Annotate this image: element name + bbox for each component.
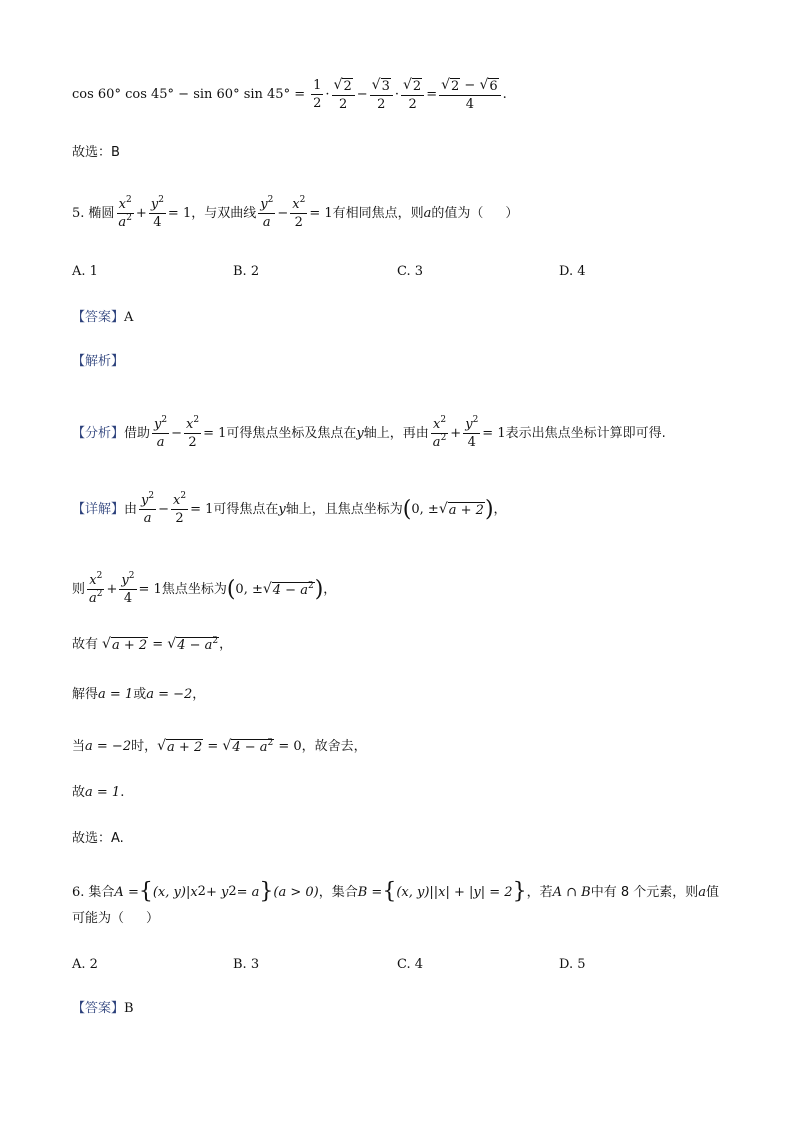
- q5-option-b: B. 2: [233, 264, 260, 279]
- q5-answer: 【答案】 A: [72, 310, 134, 325]
- q6-answer: 【答案】 B: [72, 1001, 134, 1016]
- q5-option-c: C. 3: [397, 264, 424, 279]
- q5-fenxi: 【分析】 借助 $\frac{y^2}{a}$ − $\frac{x^2}{2}$ = 1 可得焦点坐标及焦点在 y 轴上，再由 $\frac{x^2}{a^2}$ + $\frac{y^2}{4}$ = 1 表示出焦点坐标计算即可得.: [72, 415, 666, 450]
- question-6: 6. 集合 A = { (x, y) | x 2 + y 2 = a } (a > 0) ，集合 B = { (x, y) | |x| + |y| = 2 } ，若 A ∩ B 中有 8 个元素，则 a 值: [72, 879, 720, 904]
- q5-line-4: 解得 a = 1 或 a = −2 ，: [72, 687, 206, 702]
- trig-expression: cos 60° cos 45° − sin 60° sin 45° =: [72, 87, 306, 102]
- q5-option-a: A. 1: [72, 264, 98, 279]
- q6-option-b: B. 3: [233, 957, 260, 972]
- solution-line-trig: cos 60° cos 45° − sin 60° sin 45° = $\frac{1}{2}$ · √ 2 2 − √ 3 2 · √ 2 2 = √ 2 − √ 6 4 .: [72, 77, 507, 112]
- q5-line-3: 故有 √ a + 2 = √ $4 - a^2$ ，: [72, 636, 233, 653]
- q5-xiangjie: 【详解】 由 $\frac{y^2}{a}$ − $\frac{x^2}{2}$ = 1 可得焦点在 y 轴上，且焦点坐标为 ( 0, ± √ a + 2 ) ，: [72, 491, 507, 526]
- q5-option-d: D. 4: [559, 264, 586, 279]
- question-6-line-2: 可能为（ ）: [72, 911, 160, 926]
- fraction-result: √ 2 − √ 6 4: [439, 78, 501, 111]
- q5-line-6: 故 a = 1 .: [72, 785, 125, 800]
- q6-option-d: D. 5: [559, 957, 586, 972]
- answer-q4: 故选：B: [72, 145, 120, 160]
- q5-line-7: 故选：A.: [72, 831, 124, 846]
- fraction-sqrt3-over-2: √ 3 2: [370, 78, 393, 111]
- fraction-sqrt2-over-2-b: √ 2 2: [401, 78, 424, 111]
- q6-option-c: C. 4: [397, 957, 424, 972]
- q5-analysis-heading: 【解析】: [72, 354, 125, 369]
- q5-line-2: 则 $\frac{x^2}{a^2}$ + $\frac{y^2}{4}$ = 1 焦点坐标为 ( 0, ± √ $4 - a^2$ ) ，: [72, 571, 337, 606]
- q5-line-5: 当 a = −2 时， √ a + 2 = √ $4 - a^2$ = 0 ，故舍去，: [72, 738, 367, 755]
- question-5: 5. 椭圆 $\frac{x^2}{a^2}$ + $\frac{y^2}{4}$ = 1 ，与双曲线 $\frac{y^2}{a}$ − $\frac{x^2}{2}$ = 1 有相同焦点，则 a 的值为（ ）: [72, 195, 519, 230]
- q6-option-a: A. 2: [72, 957, 98, 972]
- fraction-sqrt2-over-2: √ 2 2: [332, 78, 355, 111]
- fraction-one-half: $\frac{1}{2}$: [313, 78, 322, 111]
